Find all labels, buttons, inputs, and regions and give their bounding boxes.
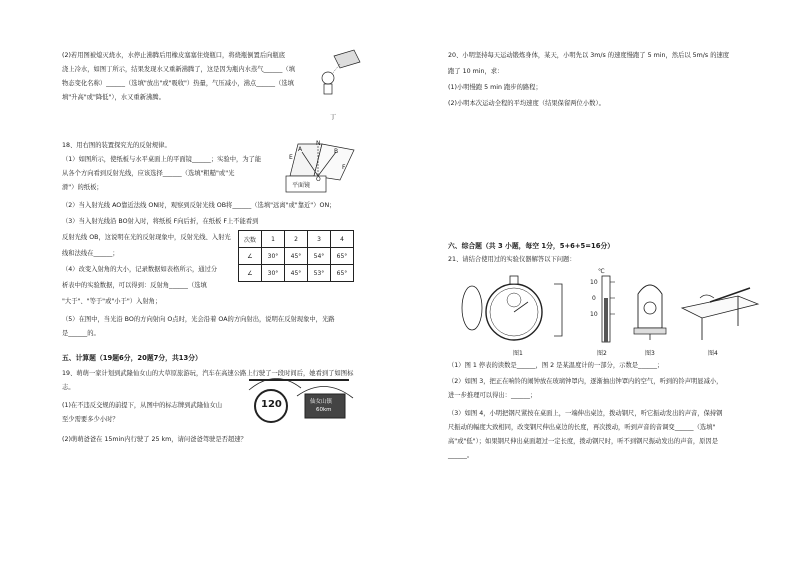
figure-3-label: 图3 xyxy=(645,350,655,357)
table-row xyxy=(239,265,354,282)
q20-line-2: 跑了 10 min，求： xyxy=(448,68,504,75)
q18-line-6: 反射光线 OB，这说明在光的反射现象中，反射光线、入射光 xyxy=(62,234,231,241)
q19-line-4: 至少需要多少小时？ xyxy=(62,416,119,423)
table-header-row xyxy=(239,231,354,248)
table-cell: ∠ xyxy=(239,248,262,265)
q18-line-11: （5）在图中，当光沿 BO的方向射向 O点时，光会沿着 OA的方向射出，说明在反射现象中，光路 xyxy=(62,316,335,323)
table-cell: 45° xyxy=(285,248,308,265)
q20-line-3: (1)小明慢跑 5 min 跑步的路程； xyxy=(448,84,542,91)
table-header-cell: 1 xyxy=(262,231,285,248)
table-cell: 30° xyxy=(262,265,285,282)
mirror-letter-b: B xyxy=(334,148,339,155)
q19-line-1: 19、萌萌一家计划到武隆仙女山的大草原旅游玩，汽车在高速公路上行驶了一段时间后，她看到了如图标 xyxy=(62,370,354,377)
q17-line-1: (2)若用图被熄灭烧水，水停止沸腾后用橡皮塞塞住烧瓶口，将烧瓶倒置后向瓶底 xyxy=(62,52,286,59)
q18-line-3: 滑"）的纸板； xyxy=(62,184,103,191)
q18-line-5: （3）当入射光线沿 BO射入时，将纸板 F向后折，在纸板 F上不能看到 xyxy=(62,218,259,225)
flask-figure xyxy=(312,48,362,102)
q18-line-4: （2）当入射光线 AO靠近法线 ON时，观察到反射光线 OB将______（选填"远离"或"靠近"）ON； xyxy=(62,202,336,209)
speed-limit-text: 120 xyxy=(261,399,282,410)
stopwatch-figure xyxy=(458,272,568,344)
q18-line-12: 是______的。 xyxy=(62,330,100,337)
q21-line-1: （1）图 1 停表的读数是______，图 2 是某温度计的一部分，示数是______； xyxy=(448,362,664,369)
q21-intro: 21、请结合使用过的实验仪器解答以下问题： xyxy=(448,256,576,263)
figure-ding-label: 丁 xyxy=(330,114,337,121)
mirror-letter-n: N xyxy=(316,140,321,147)
q18-line-10: "大于"、"等于"或"小于"）入射角； xyxy=(62,298,162,305)
q19-line-3: (1)在不违反交规的前提下，从图中的标志牌到武隆仙女山 xyxy=(62,402,223,409)
table-cell: 65° xyxy=(331,248,354,265)
table-header-cell: 3 xyxy=(308,231,331,248)
table-cell: 65° xyxy=(331,265,354,282)
sign-place-text: 仙女山镇 xyxy=(310,399,333,405)
thermo-tick-1: 10 xyxy=(590,279,598,286)
mirror-letter-e: E xyxy=(289,154,293,161)
q21-line-3: 进一步推理可以得出：______； xyxy=(448,392,537,399)
q17-line-4: 填"升高"或"降低"），水又重新沸腾。 xyxy=(62,94,165,101)
q19-line-2: 志。 xyxy=(62,384,75,391)
q18-line-8: （4）改变入射角的大小，记录数据如表格所示，通过分 xyxy=(62,266,218,273)
section-5-title: 五、计算题（19题6分，20题7分，共13分） xyxy=(62,354,202,362)
mirror-letter-a: A xyxy=(298,146,303,153)
table-cell: 45° xyxy=(285,265,308,282)
table-header-cell: 2 xyxy=(285,231,308,248)
q20-line-1: 20、小明坚持每天运动锻炼身体，某天，小明先以 3m/s 的速度慢跑了 5 min，然后以 5m/s 的速度 xyxy=(448,52,730,59)
mirror-letter-f: F xyxy=(342,164,346,171)
bell-jar-figure xyxy=(632,276,668,342)
table-row xyxy=(239,248,354,265)
q21-line-5: 尺振动的幅度大致相同，改变钢尺伸出桌边的长度，再次拨动，听到声音的音调变______（选填" xyxy=(448,424,716,431)
q18-line-9: 析表中的实验数据，可以得到：反射角______（选填 xyxy=(62,282,207,289)
mirror-label: 平面镜 xyxy=(292,182,311,189)
table-header-cell: 次数 xyxy=(239,231,262,248)
q20-line-4: (2)小明本次运动全程的平均速度（结果保留两位小数）。 xyxy=(448,100,605,107)
q18-intro: 18、用右图的装置探究光的反射规律。 xyxy=(62,142,171,149)
q18-line-1: （1）如图所示，使纸板与水平桌面上的平面镜______；实验中，为了能 xyxy=(62,156,262,163)
figure-1-label: 图1 xyxy=(513,350,523,357)
sign-distance-text: 60km xyxy=(316,407,332,413)
q21-line-7: ______。 xyxy=(448,452,474,459)
q17-line-2: 浇上冷水，如图丁所示，结果发现水又重新沸腾了，这是因为瓶内水蒸气______（填 xyxy=(62,66,295,73)
thermo-tick-2: 0 xyxy=(592,295,596,302)
q18-line-2: 从各个方向看到反射光线，应该选择______（选填"粗糙"或"光 xyxy=(62,170,235,177)
q21-line-2: （2）如图 3，把正在响铃的闹钟放在玻璃钟罩内，逐渐抽出钟罩内的空气，听到的铃声明显减小， xyxy=(448,378,723,385)
mirror-letter-o: O xyxy=(316,176,321,183)
q17-line-3: 物态变化名称）______（选填"放出"或"吸收"）热量，气压减小，沸点______（选填 xyxy=(62,80,294,87)
q21-line-4: （3）如图 4，小明把钢尺紧按在桌面上，一端伸出桌边，拨动钢尺，听它振动发出的声音，保持钢 xyxy=(448,410,723,417)
table-cell: 54° xyxy=(308,248,331,265)
q19-line-5: (2)萌萌爸爸在 15min内行驶了 25 km，请问爸爸驾驶是否超速？ xyxy=(62,436,247,443)
angles-table xyxy=(238,230,354,282)
section-6-title: 六、综合题（共 3 小题，每空 1分，5+6+5=16分） xyxy=(448,242,615,250)
thermometer-unit: ℃ xyxy=(598,268,605,275)
figure-2-label: 图2 xyxy=(597,350,607,357)
ruler-table-figure xyxy=(680,278,762,342)
table-header-cell: 4 xyxy=(331,231,354,248)
road-sign-figure xyxy=(245,366,355,428)
thermo-tick-3: 10 xyxy=(590,311,598,318)
table-cell: 30° xyxy=(262,248,285,265)
q21-line-6: 高"或"低"）；如果钢尺伸出桌面超过一定长度，拨动钢尺时，听不到钢尺振动发出的声音，原因是 xyxy=(448,438,719,445)
table-cell: ∠ xyxy=(239,265,262,282)
q18-line-7: 线和法线在______； xyxy=(62,250,119,257)
figure-4-label: 图4 xyxy=(708,350,718,357)
table-cell: 53° xyxy=(308,265,331,282)
